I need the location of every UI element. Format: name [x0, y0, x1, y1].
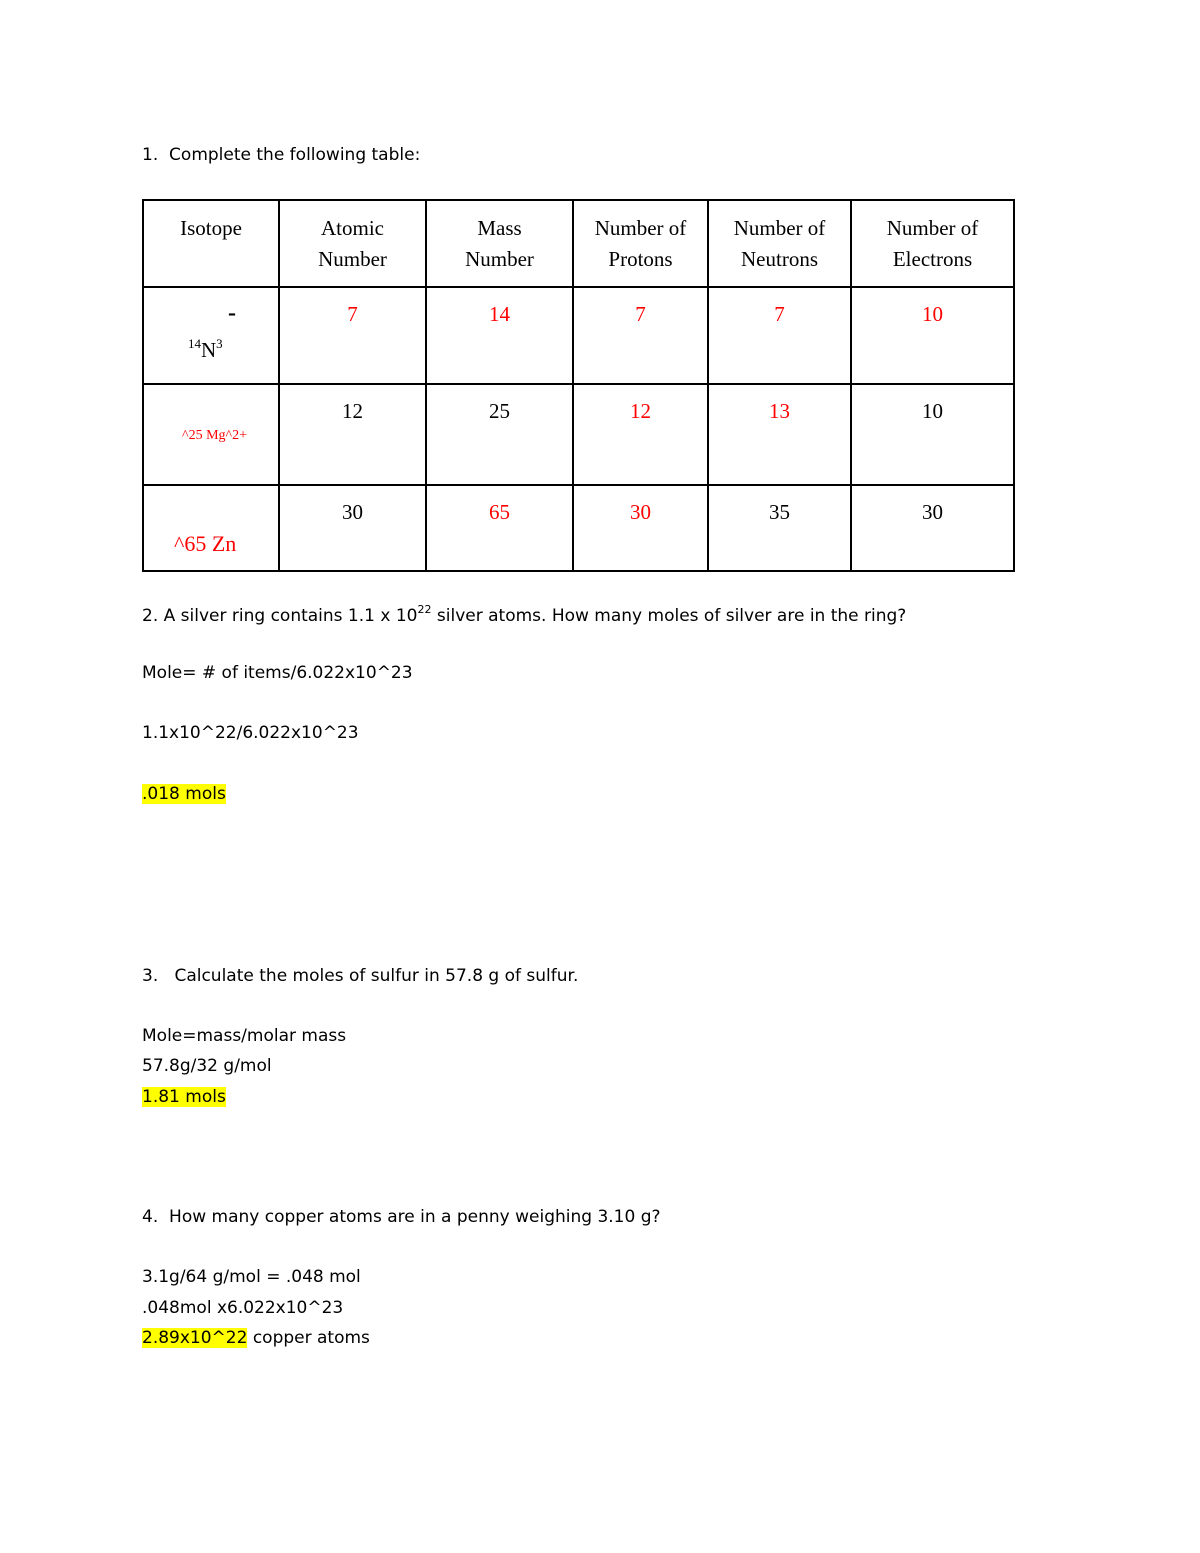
highlighted-answer: 1.81 mols — [142, 1087, 226, 1107]
question-text: Calculate the moles of sulfur in 57.8 g of sulfur. — [174, 966, 579, 986]
question-number: 2. — [142, 606, 159, 626]
cell-mass-number: 65 — [426, 485, 573, 571]
table-row — [143, 485, 1014, 571]
header-neutrons: Number of Neutrons — [708, 200, 851, 287]
isotope-magnesium: ^25 Mg^2+ — [143, 384, 279, 485]
cell-atomic-number: 30 — [279, 485, 426, 571]
cell-neutrons: 7 — [708, 287, 851, 384]
highlighted-answer: 2.89x10^22 — [142, 1328, 248, 1348]
q2-calculation: 1.1x10^22/6.022x10^23 — [142, 723, 359, 743]
question-number: 4. — [142, 1207, 159, 1227]
q4-calculation-1: 3.1g/64 g/mol = .048 mol — [142, 1267, 361, 1287]
header-mass-number: Mass Number — [426, 200, 573, 287]
question-2 — [142, 603, 906, 626]
question-4 — [142, 1207, 661, 1227]
question-number: 3. — [142, 966, 159, 986]
q2-formula: Mole= # of items/6.022x10^23 — [142, 663, 413, 683]
question-1 — [142, 145, 420, 165]
question-text-start: A silver ring contains 1.1 x 10 — [163, 606, 418, 626]
cell-neutrons: 35 — [708, 485, 851, 571]
cell-atomic-number: 12 — [279, 384, 426, 485]
table-header-row — [143, 200, 1014, 287]
answer-suffix: copper atoms — [247, 1328, 370, 1348]
q3-answer — [142, 1087, 226, 1107]
table-row — [143, 287, 1014, 384]
q4-answer — [142, 1328, 370, 1348]
cell-electrons: 10 — [851, 287, 1014, 384]
question-text: How many copper atoms are in a penny weighing 3.10 g? — [169, 1207, 661, 1227]
isotope-zinc: ^65 Zn — [143, 485, 279, 571]
isotope-table — [142, 199, 1015, 572]
q3-calculation: 57.8g/32 g/mol — [142, 1056, 272, 1076]
highlighted-answer: .018 mols — [142, 784, 226, 804]
question-3 — [142, 966, 578, 986]
header-isotope: Isotope — [143, 200, 279, 287]
q2-answer — [142, 784, 226, 804]
cell-protons: 12 — [573, 384, 708, 485]
cell-electrons: 30 — [851, 485, 1014, 571]
table-row — [143, 384, 1014, 485]
header-protons: Number of Protons — [573, 200, 708, 287]
cell-neutrons: 13 — [708, 384, 851, 485]
cell-mass-number: 14 — [426, 287, 573, 384]
question-text-end: silver atoms. How many moles of silver are in the ring? — [436, 606, 907, 626]
q3-formula: Mole=mass/molar mass — [142, 1026, 347, 1046]
cell-protons: 30 — [573, 485, 708, 571]
cell-electrons: 10 — [851, 384, 1014, 485]
isotope-nitrogen: $^{14}N^3$ - — [143, 287, 279, 384]
question-number: 1. — [142, 145, 159, 165]
q4-calculation-2: .048mol x6.022x10^23 — [142, 1298, 344, 1318]
header-atomic-number: Atomic Number — [279, 200, 426, 287]
question-text: Complete the following table: — [169, 145, 421, 165]
exponent: 22 — [417, 603, 432, 616]
cell-atomic-number: 7 — [279, 287, 426, 384]
cell-protons: 7 — [573, 287, 708, 384]
cell-mass-number: 25 — [426, 384, 573, 485]
header-electrons: Number of Electrons — [851, 200, 1014, 287]
